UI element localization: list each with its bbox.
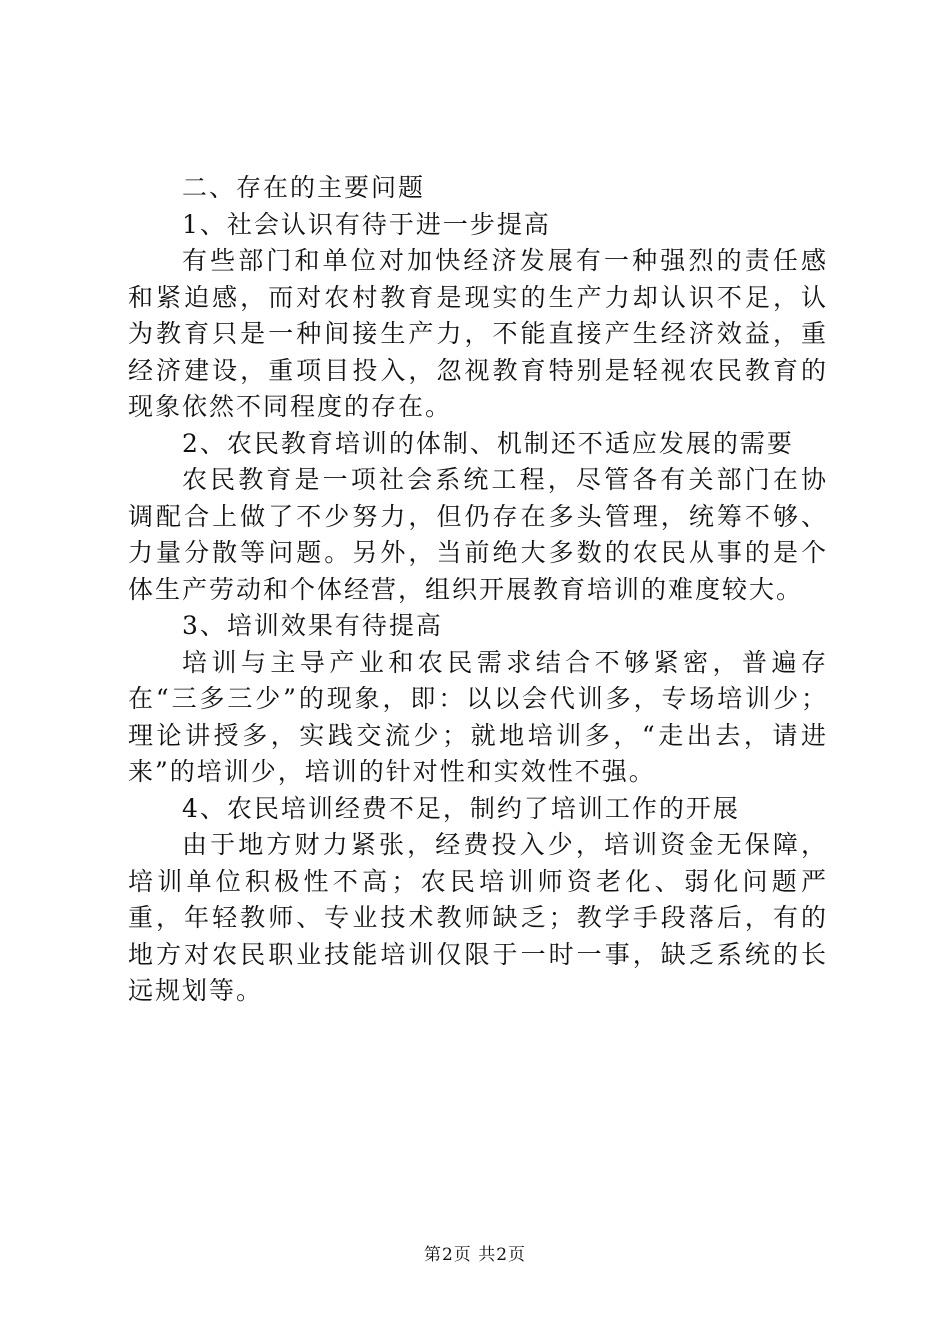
body-paragraph: 由于地方财力紧张，经费投入少，培训资金无保障，培训单位积极性不高；农民培训师资老化、弱化问题严重，年轻教师、专业技术教师缺乏；教学手段落后，有的地方对农民职业技能培训仅限于一时一事，缺乏系统的长远规划等。: [128, 830, 828, 1005]
body-paragraph: 培训与主导产业和农民需求结合不够紧密，普遍存在“三多三少”的现象，即：以以会代训多，专场培训少；理论讲授多，实践交流少；就地培训多，“走出去，请进来”的培训少，培训的针对性和实效性不强。: [128, 647, 828, 786]
subsection-heading: 2、农民教育培训的体制、机制还不适应发展的需要: [182, 428, 794, 458]
page-footer: 第2页 共2页: [423, 1245, 527, 1265]
section-heading: 二、存在的主要问题: [182, 173, 426, 202]
body-paragraph: 有些部门和单位对加快经济发展有一种强烈的责任感和紧迫感，而对农村教育是现实的生产力却认识不足，认为教育只是一种间接生产力，不能直接产生经济效益，重经济建设，重项目投入，忽视教育特别是轻视农民教育的现象依然不同程度的存在。: [128, 246, 828, 421]
subsection-heading: 4、农民培训经费不足，制约了培训工作的开展: [182, 793, 740, 823]
subsection-heading: 3、培训效果有待提高: [182, 611, 443, 640]
document-body: [128, 170, 828, 1010]
subsection-heading: 1、社会认识有待于进一步提高: [182, 209, 551, 239]
body-paragraph: 农民教育是一项社会系统工程，尽管各有关部门在协调配合上做了不少努力，但仍存在多头管理，统筹不够、力量分散等问题。另外，当前绝大多数的农民从事的是个体生产劳动和个体经营，组织开展教育培训的难度较大。: [128, 465, 828, 604]
